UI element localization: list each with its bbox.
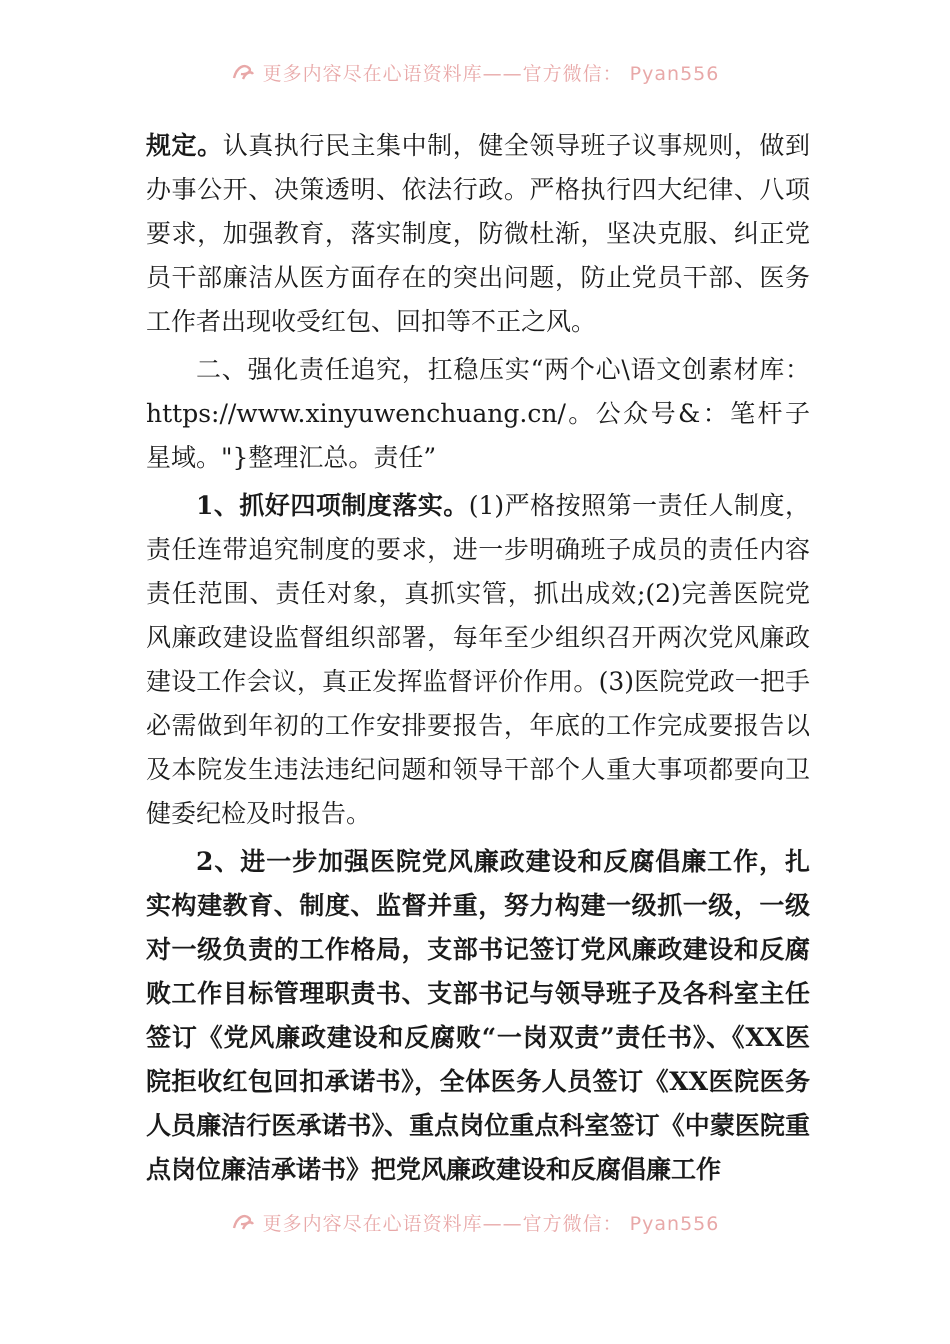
pd-logo-icon (231, 62, 255, 82)
footer-watermark (0, 1202, 950, 1242)
document-body (146, 124, 810, 1192)
paragraph-1-bold: 规定。 (146, 131, 223, 160)
paragraph-3-bold: 1、抓好四项制度落实。 (196, 491, 469, 520)
pd-logo-icon (231, 1212, 255, 1232)
paragraph-3-text: (1)严格按照第一责任人制度，责任连带追究制度的要求，进一步明确班子成员的责任内容责任范围、责任对象，真抓实管，抓出成效;(2)完善医院党风廉政建设监督组织部署，每年至少组织召开两次党风廉政建设工作会议，真正发挥监督评价作用。(3)医院党政一把手必需做到年初的工作安排要报告，年底的工作完成要报告以及本院发生违法违纪问题和领导干部个人重大事项都要向卫健委纪检及时报告。 (146, 491, 810, 828)
paragraph-4: 2、进一步加强医院党风廉政建设和反腐倡廉工作，扎实构建教育、制度、监督并重，努力构建一级抓一级，一级对一级负责的工作格局，支部书记签订党风廉政建设和反腐败工作目标管理职责书、支部书记与领导班子及各科室主任签订《党风廉政建设和反腐败“一岗双责”责任书》、《XX医院拒收红包回扣承诺书》，全体医务人员签订《XX医院医务人员廉洁行医承诺书》、重点岗位重点科室签订《中蒙医院重点岗位廉洁承诺书》把党风廉政建设和反腐倡廉工作 (146, 847, 810, 1184)
paragraph-1-text: 认真执行民主集中制，健全领导班子议事规则，做到办事公开、决策透明、依法行政。严格执行四大纪律、八项要求，加强教育，落实制度，防微杜渐，坚决克服、纠正党员干部廉洁从医方面存在的突出问题，防止党员干部、医务工作者出现收受红包、回扣等不正之风。 (146, 131, 810, 336)
paragraph-3 (146, 484, 810, 836)
watermark-text: 更多内容尽在心语资料库——官方微信： Pyan556 (262, 1212, 720, 1235)
paragraph-2: 二、强化责任追究，扛稳压实“两个心\语文创素材库：https://www.xinyuwenchuang.cn/。公众号&：笔杆子星域。"}整理汇总。责任” (146, 355, 810, 472)
watermark-text: 更多内容尽在心语资料库——官方微信： Pyan556 (262, 62, 720, 85)
paragraph-1 (146, 124, 810, 344)
header-watermark (0, 52, 950, 92)
